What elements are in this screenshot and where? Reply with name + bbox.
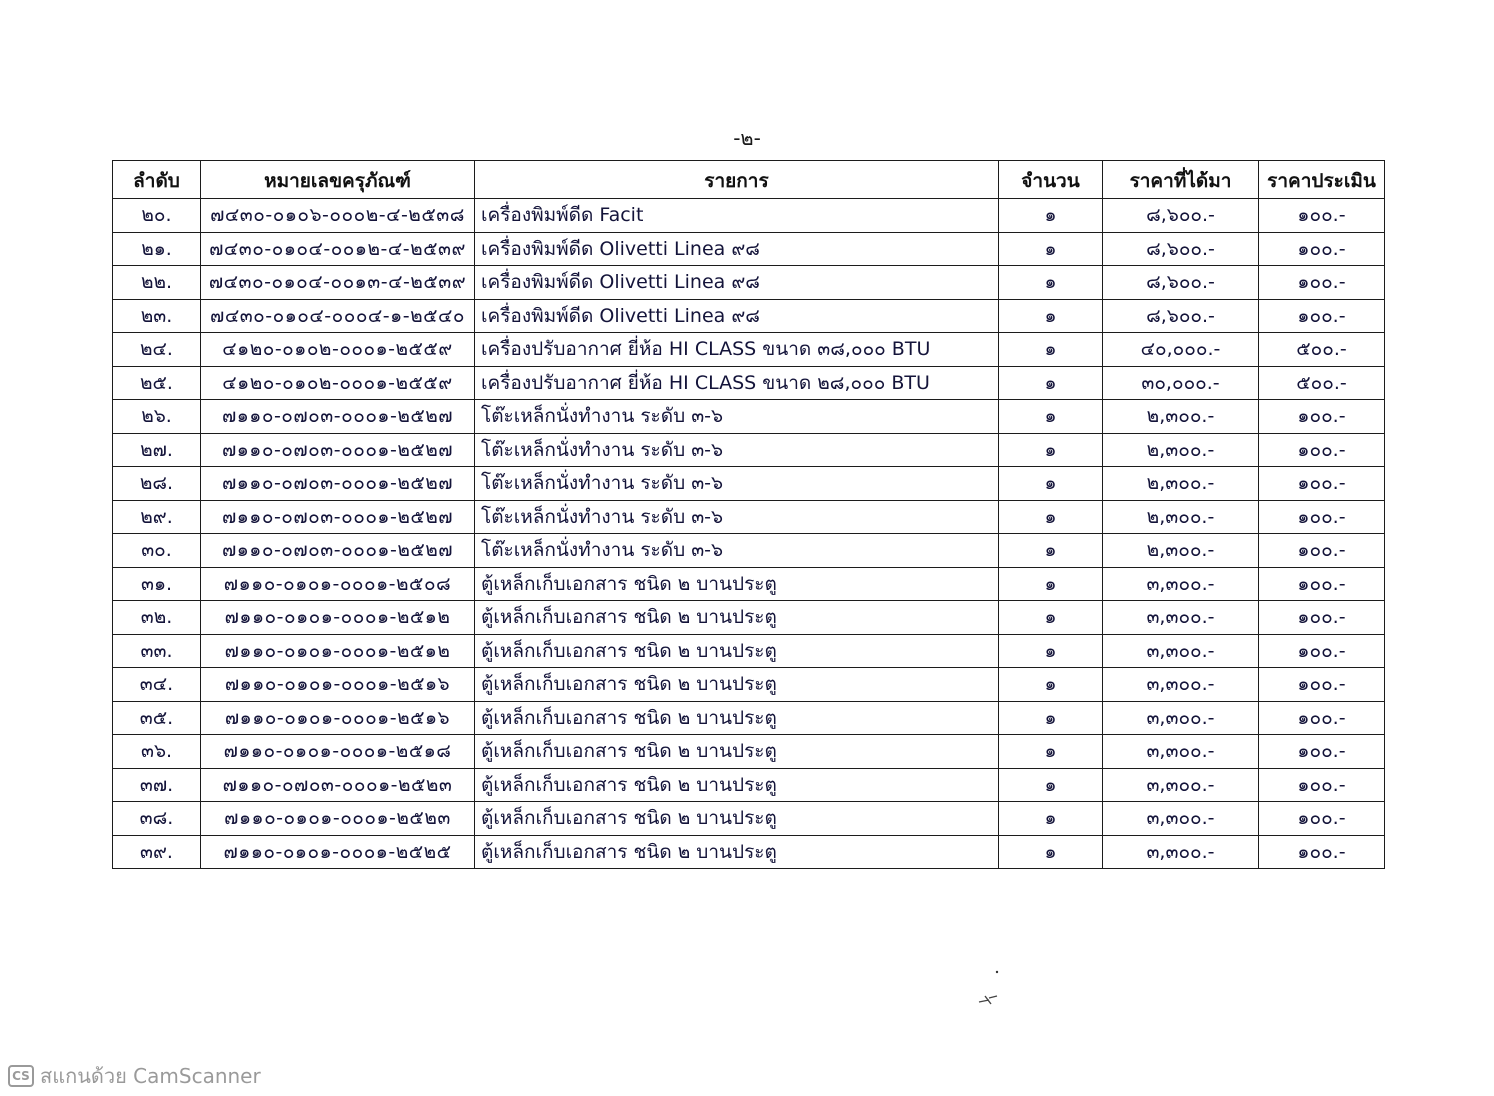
- cell-no: ๓๑.: [113, 567, 201, 601]
- cell-qty: ๑: [999, 768, 1103, 802]
- cell-price: ๓,๓๐๐.-: [1103, 701, 1259, 735]
- table-row: [113, 802, 1385, 836]
- table-header-row: [113, 161, 1385, 199]
- cell-code: ๗๑๑๐-๐๑๐๑-๐๐๐๑-๒๕๒๓: [201, 802, 475, 836]
- cell-price: ๘,๖๐๐.-: [1103, 266, 1259, 300]
- table-row: [113, 735, 1385, 769]
- cell-eval: ๑๐๐.-: [1259, 668, 1385, 702]
- cell-eval: ๑๐๐.-: [1259, 534, 1385, 568]
- cell-price: ๒,๓๐๐.-: [1103, 433, 1259, 467]
- cell-code: ๗๑๑๐-๐๑๐๑-๐๐๐๑-๒๕๐๘: [201, 567, 475, 601]
- table-row: [113, 433, 1385, 467]
- cell-qty: ๑: [999, 634, 1103, 668]
- cell-price: ๒,๓๐๐.-: [1103, 467, 1259, 501]
- cell-eval: ๑๐๐.-: [1259, 199, 1385, 233]
- table-row: [113, 534, 1385, 568]
- cell-qty: ๑: [999, 433, 1103, 467]
- cell-item: ตู้เหล็กเก็บเอกสาร ชนิด ๒ บานประตู: [475, 668, 999, 702]
- cell-item: เครื่องปรับอากาศ ยี่ห้อ HI CLASS ขนาด ๒๘,๐๐๐ BTU: [475, 366, 999, 400]
- cell-qty: ๑: [999, 500, 1103, 534]
- cell-qty: ๑: [999, 802, 1103, 836]
- cell-price: ๓๐,๐๐๐.-: [1103, 366, 1259, 400]
- cell-qty: ๑: [999, 333, 1103, 367]
- cell-item: ตู้เหล็กเก็บเอกสาร ชนิด ๒ บานประตู: [475, 802, 999, 836]
- header-price: ราคาที่ได้มา: [1103, 161, 1259, 199]
- cell-eval: ๑๐๐.-: [1259, 232, 1385, 266]
- table-row: [113, 668, 1385, 702]
- cell-code: ๗๔๓๐-๐๑๐๔-๐๐๑๒-๔-๒๕๓๙: [201, 232, 475, 266]
- cell-eval: ๕๐๐.-: [1259, 333, 1385, 367]
- cell-item: โต๊ะเหล็กนั่งทำงาน ระดับ ๓-๖: [475, 467, 999, 501]
- cell-qty: ๑: [999, 534, 1103, 568]
- cell-no: ๒๐.: [113, 199, 201, 233]
- cell-eval: ๑๐๐.-: [1259, 768, 1385, 802]
- cell-no: ๒๑.: [113, 232, 201, 266]
- cell-no: ๓๖.: [113, 735, 201, 769]
- asset-table: [112, 160, 1385, 869]
- cell-no: ๒๖.: [113, 400, 201, 434]
- cell-eval: ๑๐๐.-: [1259, 400, 1385, 434]
- cell-item: ตู้เหล็กเก็บเอกสาร ชนิด ๒ บานประตู: [475, 835, 999, 869]
- cell-item: ตู้เหล็กเก็บเอกสาร ชนิด ๒ บานประตู: [475, 735, 999, 769]
- cell-code: ๗๑๑๐-๐๑๐๑-๐๐๐๑-๒๕๑๖: [201, 668, 475, 702]
- cell-item: โต๊ะเหล็กนั่งทำงาน ระดับ ๓-๖: [475, 534, 999, 568]
- cell-code: ๗๑๑๐-๐๗๐๓-๐๐๐๑-๒๕๒๗: [201, 400, 475, 434]
- cell-code: ๗๔๓๐-๐๑๐๔-๐๐๐๔-๑-๒๕๔๐: [201, 299, 475, 333]
- cell-no: ๓๓.: [113, 634, 201, 668]
- cell-no: ๓๒.: [113, 601, 201, 635]
- cell-item: เครื่องปรับอากาศ ยี่ห้อ HI CLASS ขนาด ๓๘,๐๐๐ BTU: [475, 333, 999, 367]
- cell-price: ๓,๓๐๐.-: [1103, 768, 1259, 802]
- camscanner-watermark: [8, 1060, 261, 1092]
- cell-no: ๒๙.: [113, 500, 201, 534]
- cell-price: ๘,๖๐๐.-: [1103, 299, 1259, 333]
- cell-price: ๓,๓๐๐.-: [1103, 668, 1259, 702]
- table-row: [113, 567, 1385, 601]
- pen-mark-icon: [975, 968, 1005, 1008]
- cell-eval: ๕๐๐.-: [1259, 366, 1385, 400]
- cell-item: เครื่องพิมพ์ดีด Olivetti Linea ๙๘: [475, 232, 999, 266]
- cell-no: ๓๗.: [113, 768, 201, 802]
- cell-price: ๓,๓๐๐.-: [1103, 802, 1259, 836]
- cell-code: ๗๑๑๐-๐๗๐๓-๐๐๐๑-๒๕๒๗: [201, 433, 475, 467]
- cell-item: โต๊ะเหล็กนั่งทำงาน ระดับ ๓-๖: [475, 433, 999, 467]
- cell-price: ๒,๓๐๐.-: [1103, 500, 1259, 534]
- cell-eval: ๑๐๐.-: [1259, 500, 1385, 534]
- cell-price: ๓,๓๐๐.-: [1103, 567, 1259, 601]
- cell-code: ๔๑๒๐-๐๑๐๒-๐๐๐๑-๒๕๕๙: [201, 366, 475, 400]
- cell-code: ๔๑๒๐-๐๑๐๒-๐๐๐๑-๒๕๕๙: [201, 333, 475, 367]
- cell-eval: ๑๐๐.-: [1259, 266, 1385, 300]
- cell-qty: ๑: [999, 701, 1103, 735]
- table-row: [113, 366, 1385, 400]
- cell-item: เครื่องพิมพ์ดีด Olivetti Linea ๙๘: [475, 266, 999, 300]
- cell-item: ตู้เหล็กเก็บเอกสาร ชนิด ๒ บานประตู: [475, 567, 999, 601]
- cell-eval: ๑๐๐.-: [1259, 802, 1385, 836]
- cell-item: ตู้เหล็กเก็บเอกสาร ชนิด ๒ บานประตู: [475, 634, 999, 668]
- cell-qty: ๑: [999, 668, 1103, 702]
- header-code: หมายเลขครุภัณฑ์: [201, 161, 475, 199]
- cell-qty: ๑: [999, 400, 1103, 434]
- cell-item: ตู้เหล็กเก็บเอกสาร ชนิด ๒ บานประตู: [475, 701, 999, 735]
- cell-code: ๗๑๑๐-๐๗๐๓-๐๐๐๑-๒๕๒๗: [201, 500, 475, 534]
- table-row: [113, 232, 1385, 266]
- cell-code: ๗๑๑๐-๐๗๐๓-๐๐๐๑-๒๕๒๗: [201, 534, 475, 568]
- page-number: -๒-: [733, 126, 761, 150]
- table-row: [113, 467, 1385, 501]
- header-eval: ราคาประเมิน: [1259, 161, 1385, 199]
- table-row: [113, 333, 1385, 367]
- cell-no: ๓๔.: [113, 668, 201, 702]
- cell-code: ๗๔๓๐-๐๑๐๔-๐๐๑๓-๔-๒๕๓๙: [201, 266, 475, 300]
- header-qty: จำนวน: [999, 161, 1103, 199]
- header-item: รายการ: [475, 161, 999, 199]
- cell-eval: ๑๐๐.-: [1259, 634, 1385, 668]
- table-row: [113, 199, 1385, 233]
- cell-no: ๓๐.: [113, 534, 201, 568]
- table-body: [113, 199, 1385, 869]
- table-row: [113, 601, 1385, 635]
- cell-price: ๓,๓๐๐.-: [1103, 601, 1259, 635]
- cell-price: ๓,๓๐๐.-: [1103, 634, 1259, 668]
- cell-eval: ๑๐๐.-: [1259, 601, 1385, 635]
- cell-price: ๓,๓๐๐.-: [1103, 835, 1259, 869]
- cell-price: ๔๐,๐๐๐.-: [1103, 333, 1259, 367]
- table-row: [113, 768, 1385, 802]
- cell-item: โต๊ะเหล็กนั่งทำงาน ระดับ ๓-๖: [475, 500, 999, 534]
- cell-eval: ๑๐๐.-: [1259, 835, 1385, 869]
- cell-item: ตู้เหล็กเก็บเอกสาร ชนิด ๒ บานประตู: [475, 601, 999, 635]
- table-row: [113, 835, 1385, 869]
- cell-eval: ๑๐๐.-: [1259, 299, 1385, 333]
- cell-code: ๗๑๑๐-๐๑๐๑-๐๐๐๑-๒๕๒๕: [201, 835, 475, 869]
- camscanner-logo-icon: CS: [8, 1065, 34, 1087]
- cell-price: ๒,๓๐๐.-: [1103, 400, 1259, 434]
- watermark-text: สแกนด้วย CamScanner: [40, 1064, 261, 1088]
- cell-qty: ๑: [999, 299, 1103, 333]
- cell-no: ๒๕.: [113, 366, 201, 400]
- cell-code: ๗๑๑๐-๐๗๐๓-๐๐๐๑-๒๕๒๗: [201, 467, 475, 501]
- cell-item: เครื่องพิมพ์ดีด Olivetti Linea ๙๘: [475, 299, 999, 333]
- cell-qty: ๑: [999, 601, 1103, 635]
- cell-code: ๗๑๑๐-๐๑๐๑-๐๐๐๑-๒๕๑๒: [201, 634, 475, 668]
- cell-eval: ๑๐๐.-: [1259, 735, 1385, 769]
- cell-code: ๗๑๑๐-๐๗๐๓-๐๐๐๑-๒๕๒๓: [201, 768, 475, 802]
- cell-price: ๓,๓๐๐.-: [1103, 735, 1259, 769]
- cell-code: ๗๔๓๐-๐๑๐๖-๐๐๐๒-๔-๒๕๓๘: [201, 199, 475, 233]
- cell-eval: ๑๐๐.-: [1259, 433, 1385, 467]
- table-row: [113, 299, 1385, 333]
- cell-eval: ๑๐๐.-: [1259, 467, 1385, 501]
- cell-price: ๘,๖๐๐.-: [1103, 199, 1259, 233]
- cell-no: ๓๕.: [113, 701, 201, 735]
- cell-price: ๘,๖๐๐.-: [1103, 232, 1259, 266]
- cell-no: ๒๘.: [113, 467, 201, 501]
- table-row: [113, 266, 1385, 300]
- cell-qty: ๑: [999, 835, 1103, 869]
- table-row: [113, 634, 1385, 668]
- cell-qty: ๑: [999, 567, 1103, 601]
- cell-code: ๗๑๑๐-๐๑๐๑-๐๐๐๑-๒๕๑๒: [201, 601, 475, 635]
- cell-code: ๗๑๑๐-๐๑๐๑-๐๐๐๑-๒๕๑๖: [201, 701, 475, 735]
- cell-no: ๒๓.: [113, 299, 201, 333]
- table-row: [113, 701, 1385, 735]
- cell-eval: ๑๐๐.-: [1259, 567, 1385, 601]
- cell-no: ๒๒.: [113, 266, 201, 300]
- table-row: [113, 500, 1385, 534]
- cell-qty: ๑: [999, 266, 1103, 300]
- cell-qty: ๑: [999, 467, 1103, 501]
- cell-qty: ๑: [999, 735, 1103, 769]
- cell-no: ๒๔.: [113, 333, 201, 367]
- cell-eval: ๑๐๐.-: [1259, 701, 1385, 735]
- cell-no: ๓๘.: [113, 802, 201, 836]
- cell-no: ๓๙.: [113, 835, 201, 869]
- cell-no: ๒๗.: [113, 433, 201, 467]
- cell-qty: ๑: [999, 366, 1103, 400]
- cell-qty: ๑: [999, 199, 1103, 233]
- cell-price: ๒,๓๐๐.-: [1103, 534, 1259, 568]
- cell-code: ๗๑๑๐-๐๑๐๑-๐๐๐๑-๒๕๑๘: [201, 735, 475, 769]
- cell-item: เครื่องพิมพ์ดีด Facit: [475, 199, 999, 233]
- cell-item: โต๊ะเหล็กนั่งทำงาน ระดับ ๓-๖: [475, 400, 999, 434]
- cell-qty: ๑: [999, 232, 1103, 266]
- header-no: ลำดับ: [113, 161, 201, 199]
- table-row: [113, 400, 1385, 434]
- cell-item: ตู้เหล็กเก็บเอกสาร ชนิด ๒ บานประตู: [475, 768, 999, 802]
